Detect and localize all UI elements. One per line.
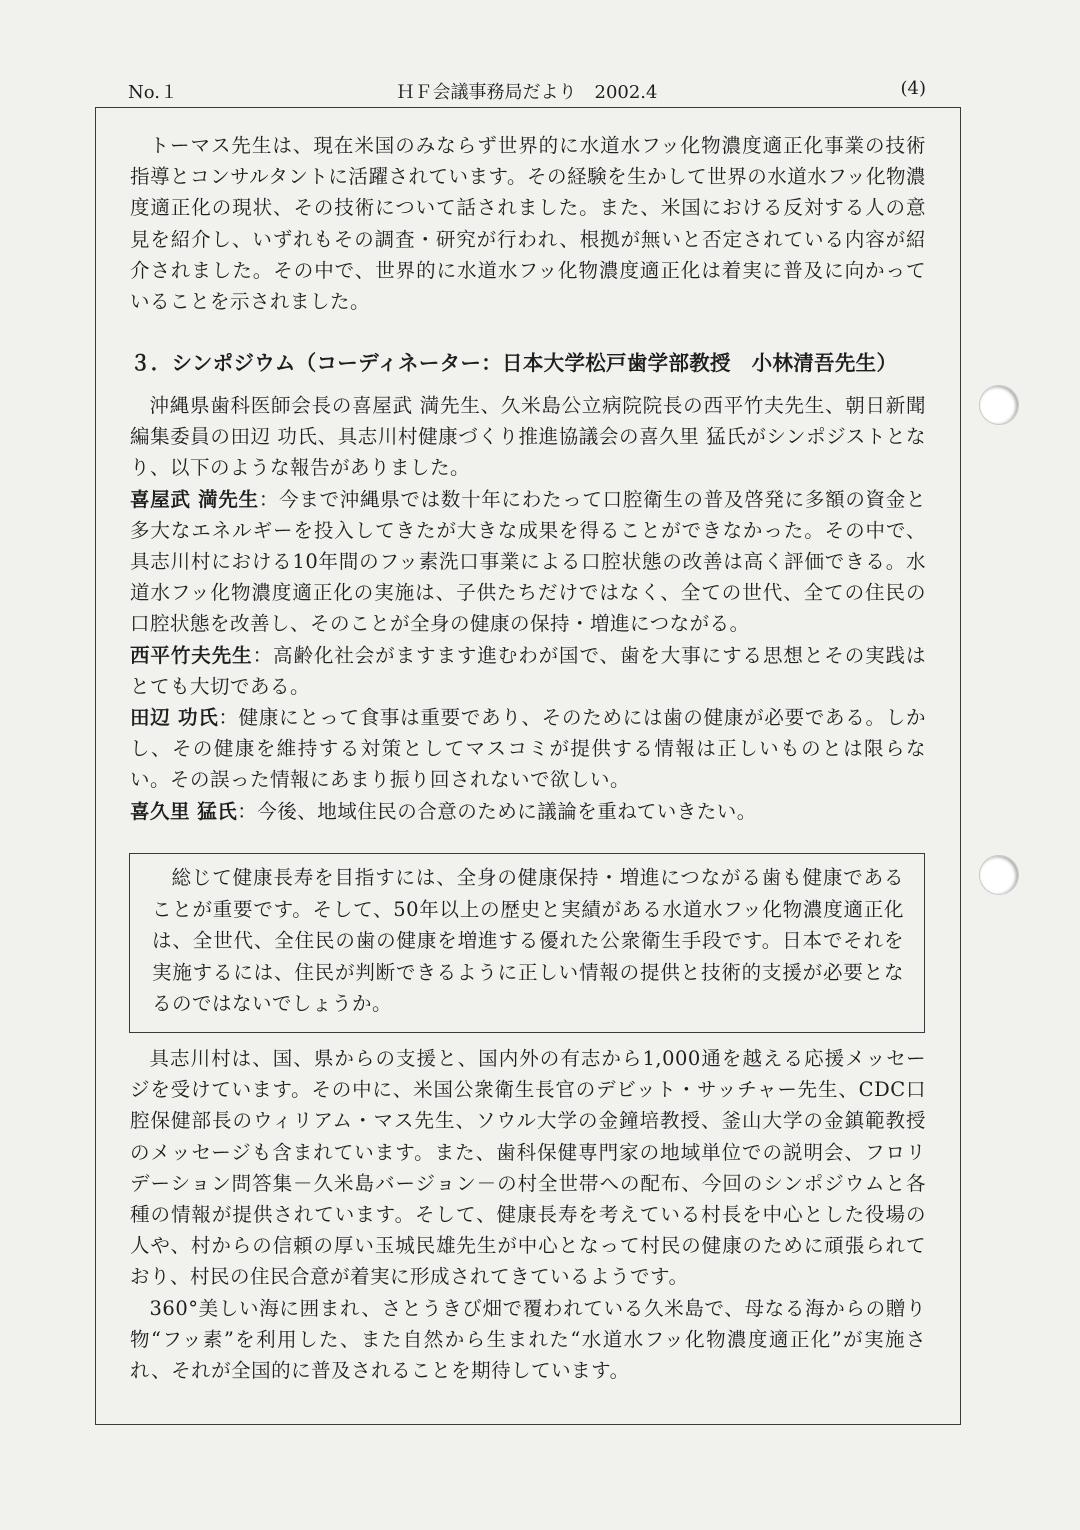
issue-number: No.１ <box>128 82 178 103</box>
statement-text: ：今後、地域住民の合意のために議論を重ねていきたい。 <box>237 799 757 823</box>
punch-hole-top <box>979 385 1019 425</box>
publication-title: ＨＦ会議事務局だより 2002.4 <box>396 82 658 103</box>
summary-text: 総じて健康長寿を目指すには、全身の健康保持・増進につながる歯も健康であることが重要です。そして、50年以上の歴史と実績がある水道水フッ化物濃度適正化は、全世代、全住民の歯の健康を増進する優れた公衆衛生手段です。日本でそれを実施するには、住民が判断できるように正しい情報の提供と技術的支援が必要となるのではないでしょうか。 <box>152 866 904 1015</box>
speaker-name: 喜久里 猛氏 <box>130 799 238 823</box>
closing-paragraph-2: 360°美しい海に囲まれ、さとうきび畑で覆われている久米島で、母なる海からの贈り物“フッ素”を利用した、また自然から生まれた“水道水フッ化物濃度適正化”が実施され、それが全国的に普及されることを期待しています。 <box>130 1296 926 1383</box>
symposium-heading: ３．シンポジウム（コーディネーター：日本大学松戸歯学部教授 小林清吾先生） <box>130 351 898 375</box>
page-number: (4) <box>900 78 926 99</box>
intro-paragraph: トーマス先生は、現在米国のみならず世界的に水道水フッ化物濃度適正化事業の技術指導とコンサルタントに活躍されています。その経験を生かして世界の水道水フッ化物濃度適正化の現状、その技術について話されました。また、米国における反対する人の意見を紹介し、いずれもその調査・研究が行われ、根拠が無いと否定されている内容が紹介されました。その中で、世界的に水道水フッ化物濃度適正化は着実に普及に向かっていることを示されました。 <box>130 134 926 314</box>
statement-2 <box>130 640 926 702</box>
closing-section <box>130 1043 926 1386</box>
statement-text: ：高齢化社会がますます進むわが国で、歯を大事にする思想とその実践はとても大切である。 <box>130 643 926 698</box>
speaker-name: 田辺 功氏 <box>130 706 219 730</box>
speaker-name: 西平竹夫先生 <box>130 643 253 667</box>
statement-text: ：今まで沖縄県では数十年にわたって口腔衛生の普及啓発に多額の資金と多大なエネルギーを投入してきたが大きな成果を得ることができなかった。その中で、具志川村における10年間のフッ素洗口事業による口腔状態の改善は高く評価できる。水道水フッ化物濃度適正化の実施は、子供たちだけではなく、全ての世代、全ての住民の口腔状態を改善し、そのことが全身の健康の保持・増進につながる。 <box>130 487 926 636</box>
statement-3 <box>130 702 926 796</box>
summary-box <box>129 853 925 1033</box>
closing-paragraph-1: 具志川村は、国、県からの支援と、国内外の有志から1,000通を越える応援メッセージを受けています。その中に、米国公衆衛生長官のデビット・サッチャー先生、CDC口腔保健部長のウィリアム・マス先生、ソウル大学の金鐘培教授、釜山大学の金鎮範教授のメッセージも含まれています。また、歯科保健専門家の地域単位での説明会、フロリデーション問答集－久米島バージョン－の村全世帯への配布、今回のシンポジウムと各種の情報が提供されています。そして、健康長寿を考えている村長を中心とした役場の人や、村からの信頼の厚い玉城民雄先生が中心となって村民の健康のために頑張られており、村民の住民合意が着実に形成されてきているようです。 <box>130 1047 926 1289</box>
statement-text: ：健康にとって食事は重要であり、そのためには歯の健康が必要である。しかし、その健康を維持する対策としてマスコミが提供する情報は正しいものとは限らない。その誤った情報にあまり振り回されないで欲しい。 <box>130 706 926 792</box>
symposium-intro: 沖縄県歯科医師会長の喜屋武 満先生、久米島公立病院院長の西平竹夫先生、朝日新聞編集委員の田辺 功氏、具志川村健康づくり推進協議会の喜久里 猛氏がシンポジストとなり、以下のような報告がありました。 <box>130 394 926 480</box>
speaker-name: 喜屋武 満先生 <box>130 487 259 511</box>
intro-section <box>130 130 926 317</box>
page-header <box>128 78 926 106</box>
statement-4 <box>130 796 926 827</box>
symposium-section <box>130 390 926 827</box>
statement-1 <box>130 484 926 640</box>
punch-hole-bottom <box>979 855 1019 895</box>
